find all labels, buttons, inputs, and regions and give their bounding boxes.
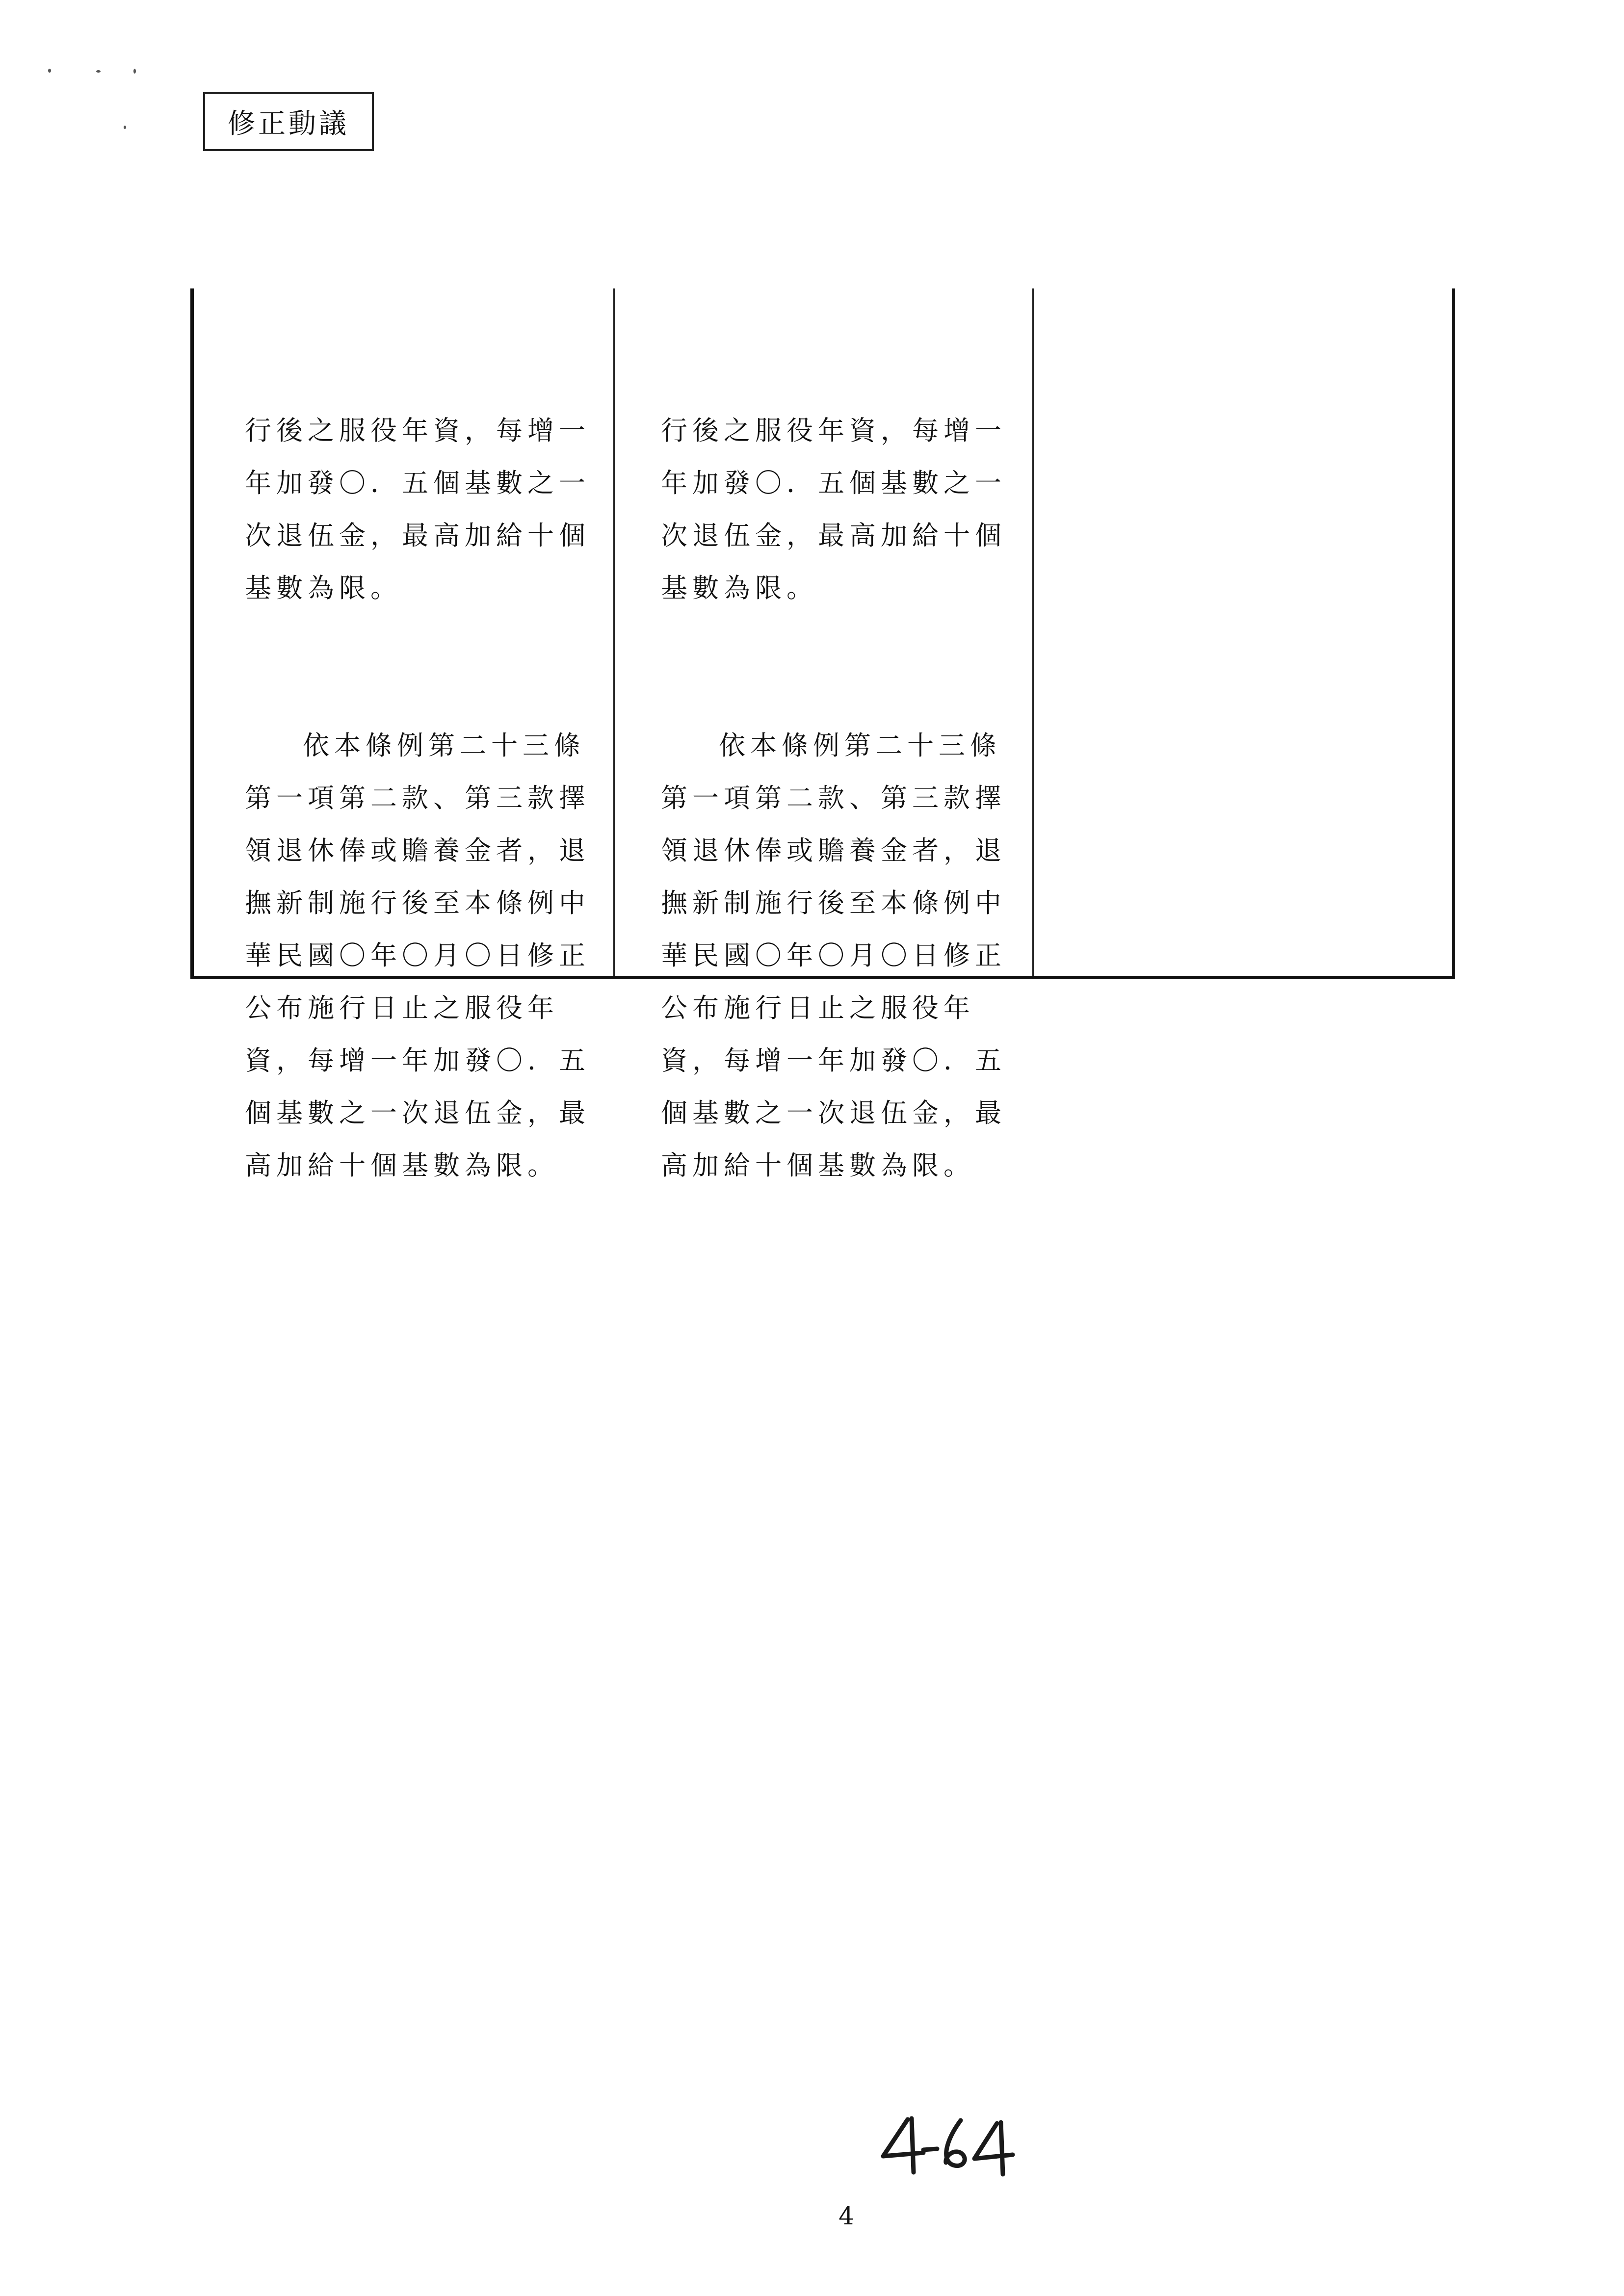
- page-number: 4: [838, 2202, 854, 2230]
- cell-text: [661, 299, 1012, 1297]
- cell-text: [245, 299, 596, 1297]
- cell-paragraph-1: 行後之服役年資，每增一年加發〇．五個基數之一次退伍金，最高加給十個基數為限。: [661, 415, 1006, 603]
- cell-paragraph-2: 依本條例第二十三條第一項第二款、第三款擇領退休俸或贍養金者，退撫新制施行後至本條例中華民國〇年〇月〇日修正公布施行日止之服役年資，每增一年加發〇．五個基數之一次退伍金，最高加給十個基數為限。: [245, 730, 590, 1181]
- scan-speck: [133, 69, 136, 74]
- table-column-1: [194, 288, 615, 1181]
- cell-text: [1085, 299, 1436, 614]
- document-label-text: 修正動議: [228, 108, 349, 140]
- cell-paragraph-1: 行後之服役年資，每增一年加發〇．五個基數之一次退伍金，最高加給十個基數為限。: [245, 415, 590, 603]
- scan-speck: [96, 70, 101, 73]
- scan-speck: [124, 126, 126, 129]
- table-column-2: [615, 288, 1034, 1181]
- document-label: [203, 92, 374, 151]
- table-column-3: [1034, 288, 1452, 976]
- scan-speck: [48, 69, 51, 73]
- comparison-table: [190, 288, 1455, 1181]
- cell-paragraph-2: 依本條例第二十三條第一項第二款、第三款擇領退休俸或贍養金者，退撫新制施行後至本條例中華民國〇年〇月〇日修正公布施行日止之服役年資，每增一年加發〇．五個基數之一次退伍金，最高加給十個基數為限。: [661, 730, 1006, 1181]
- handwritten-page-mark: [878, 2110, 1016, 2183]
